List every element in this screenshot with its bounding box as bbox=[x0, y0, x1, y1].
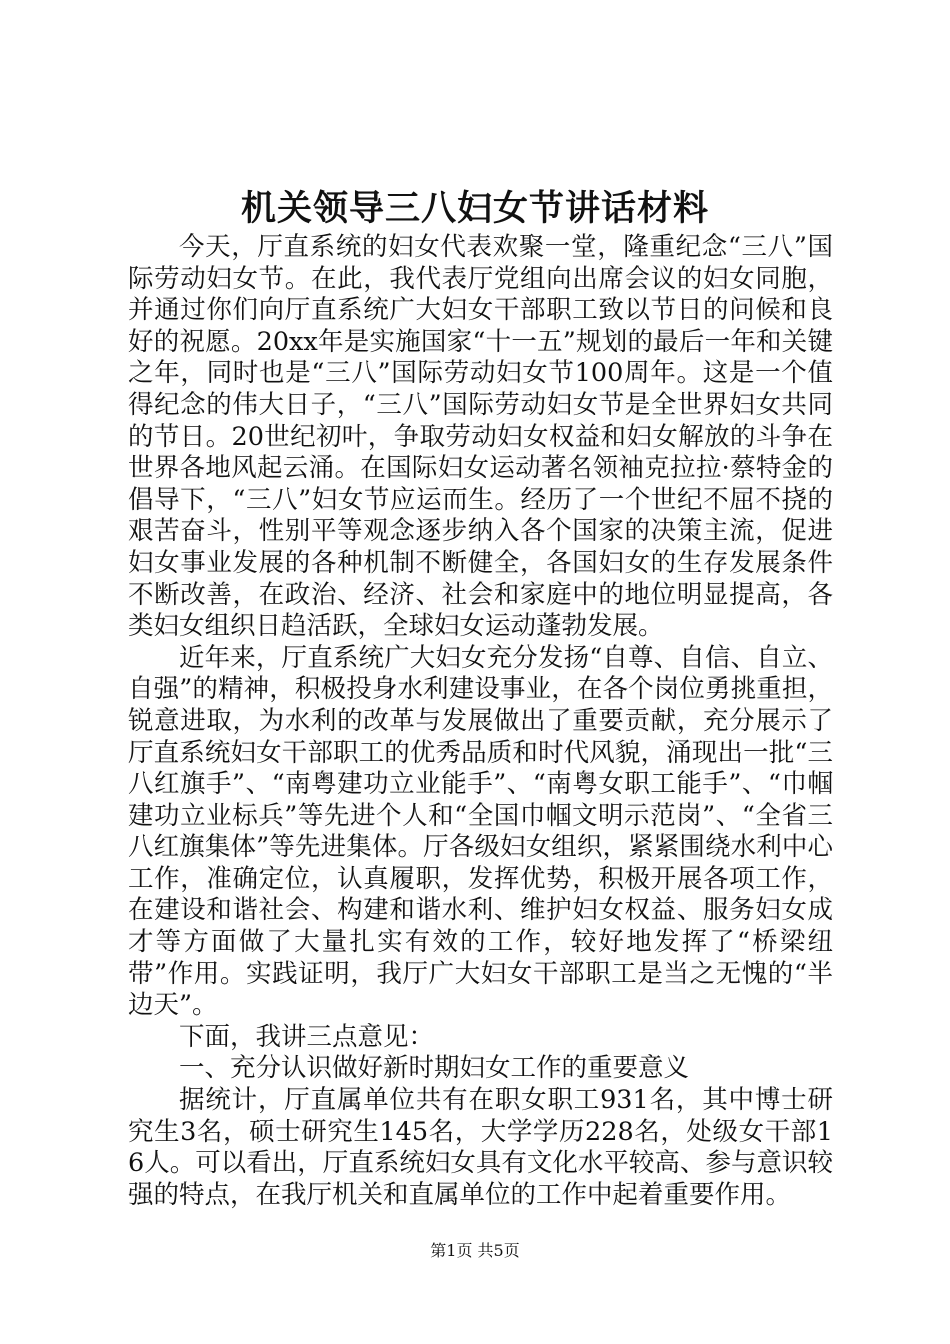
section-heading: 一、充分认识做好新时期妇女工作的重要意义 bbox=[179, 1053, 690, 1084]
page-footer: 第1页 共5页 bbox=[430, 1241, 520, 1260]
document-body bbox=[128, 232, 833, 1211]
document-title: 机关领导三八妇女节讲话材料 bbox=[240, 188, 709, 229]
paragraph: 今天，厅直系统的妇女代表欢聚一堂，隆重纪念“三八”国际劳动妇女节。在此，我代表厅党组向出席会议的妇女同胞，并通过你们向厅直系统广大妇女干部职工致以节日的问候和良好的祝愿。20xx年是实施国家“十一五”规划的最后一年和关键之年，同时也是“三八”国际劳动妇女节100周年。这是一个值得纪念的伟大日子，“三八”国际劳动妇女节是全世界妇女共同的节日。20世纪初叶，争取劳动妇女权益和妇女解放的斗争在世界各地风起云涌。在国际妇女运动著名领袖克拉拉·蔡特金的倡导下，“三八”妇女节应运而生。经历了一个世纪不屈不挠的艰苦奋斗，性别平等观念逐步纳入各个国家的决策主流，促进妇女事业发展的各种机制不断健全，各国妇女的生存发展条件不断改善，在政治、经济、社会和家庭中的地位明显提高，各类妇女组织日趋活跃，全球妇女运动蓬勃发展。 bbox=[128, 232, 833, 642]
paragraph: 近年来，厅直系统广大妇女充分发扬“自尊、自信、自立、自强”的精神，积极投身水利建设事业，在各个岗位勇挑重担，锐意进取，为水利的改革与发展做出了重要贡献，充分展示了厅直系统妇女干部职工的优秀品质和时代风貌，涌现出一批“三八红旗手”、“南粤建功立业能手”、“南粤女职工能手”、“巾帼建功立业标兵”等先进个人和“全国巾帼文明示范岗”、“全省三八红旗集体”等先进集体。厅各级妇女组织，紧紧围绕水利中心工作，准确定位，认真履职，发挥优势，积极开展各项工作，在建设和谐社会、构建和谐水利、维护妇女权益、服务妇女成才等方面做了大量扎实有效的工作，较好地发挥了“桥梁纽带”作用。实践证明，我厅广大妇女干部职工是当之无愧的“半边天”。 bbox=[128, 642, 833, 1021]
paragraph: 下面，我讲三点意见： bbox=[179, 1021, 435, 1052]
paragraph: 据统计，厅直属单位共有在职女职工931名，其中博士研究生3名，硕士研究生145名，大学学历228名，处级女干部16人。可以看出，厅直系统妇女具有文化水平较高、参与意识较强的特点，在我厅机关和直属单位的工作中起着重要作用。 bbox=[128, 1085, 833, 1210]
